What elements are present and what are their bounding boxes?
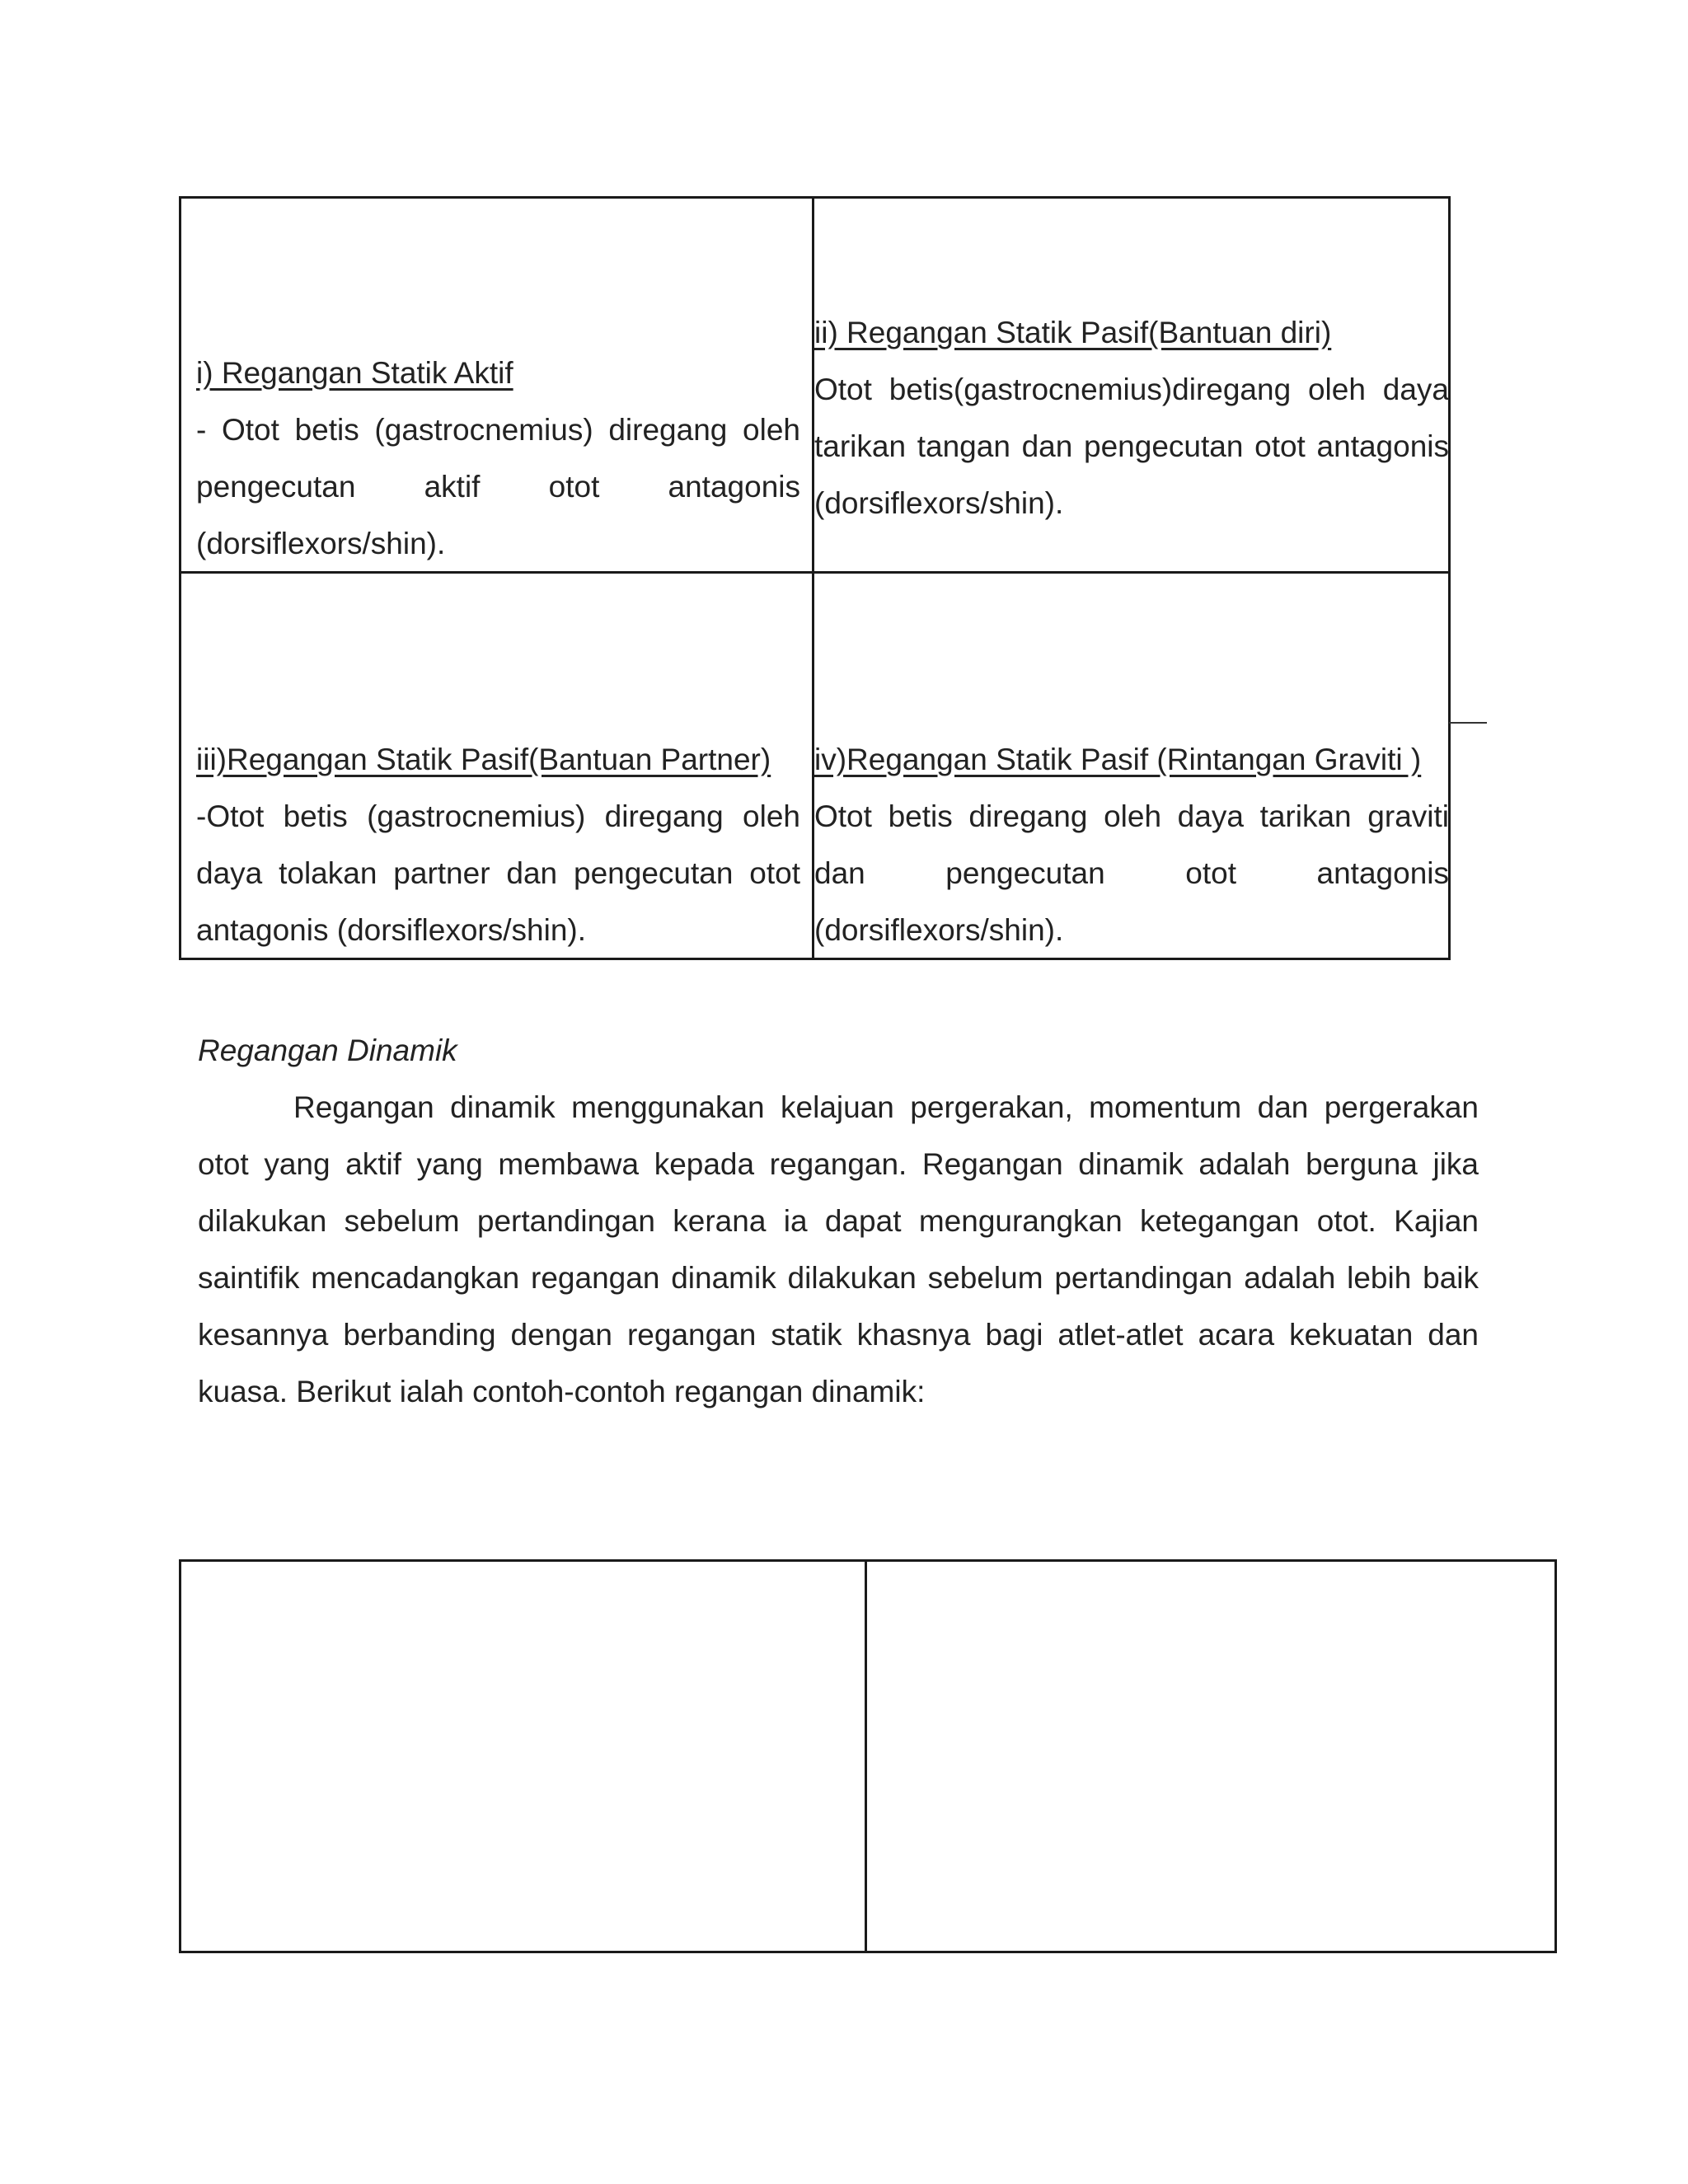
- cell-heading: ii) Regangan Statik Pasif(Bantuan diri): [814, 316, 1332, 349]
- cell-body: Otot betis(gastrocnemius)diregang oleh daya tarikan tangan dan pengecutan otot antagonis (dorsiflexors/shin).: [814, 373, 1449, 520]
- table-cell-passive-gravity: [814, 574, 1449, 960]
- cell-heading: iv)Regangan Statik Pasif (Rintangan Graviti ): [814, 743, 1422, 776]
- heading-underline-overflow: [1449, 722, 1487, 724]
- cell-heading: i) Regangan Statik Aktif: [196, 356, 513, 390]
- table-cell-active-static: [196, 199, 800, 574]
- section-title: Regangan Dinamik: [198, 1033, 457, 1067]
- table-cell-empty-left: [181, 1562, 865, 1951]
- table-cell-empty-right: [867, 1562, 1554, 1951]
- cell-body: - Otot betis (gastrocnemius) diregang oleh pengecutan aktif otot antagonis (dorsiflexors/shin).: [196, 413, 800, 560]
- cell-body: -Otot betis (gastrocnemius) diregang oleh daya tolakan partner dan pengecutan otot antagonis (dorsiflexors/shin).: [196, 799, 800, 947]
- table-cell-passive-self: [814, 199, 1449, 574]
- cell-body: Otot betis diregang oleh daya tarikan graviti dan pengecutan otot antagonis (dorsiflexors/shin).: [814, 799, 1449, 947]
- cell-heading: iii)Regangan Statik Pasif(Bantuan Partner): [196, 743, 771, 776]
- table-cell-passive-partner: [196, 574, 800, 960]
- section-paragraph: Regangan dinamik menggunakan kelajuan pergerakan, momentum dan pergerakan otot yang aktif yang membawa kepada regangan. Regangan dinamik adalah berguna jika dilakukan sebelum pertandingan kerana ia dapat mengurangkan ketegangan otot. Kajian saintifik mencadangkan regangan dinamik dilakukan sebelum pertandingan adalah lebih baik kesannya berbanding dengan regangan statik khasnya bagi atlet-atlet acara kekuatan dan kuasa. Berikut ialah contoh-contoh regangan dinamik:: [198, 1090, 1479, 1408]
